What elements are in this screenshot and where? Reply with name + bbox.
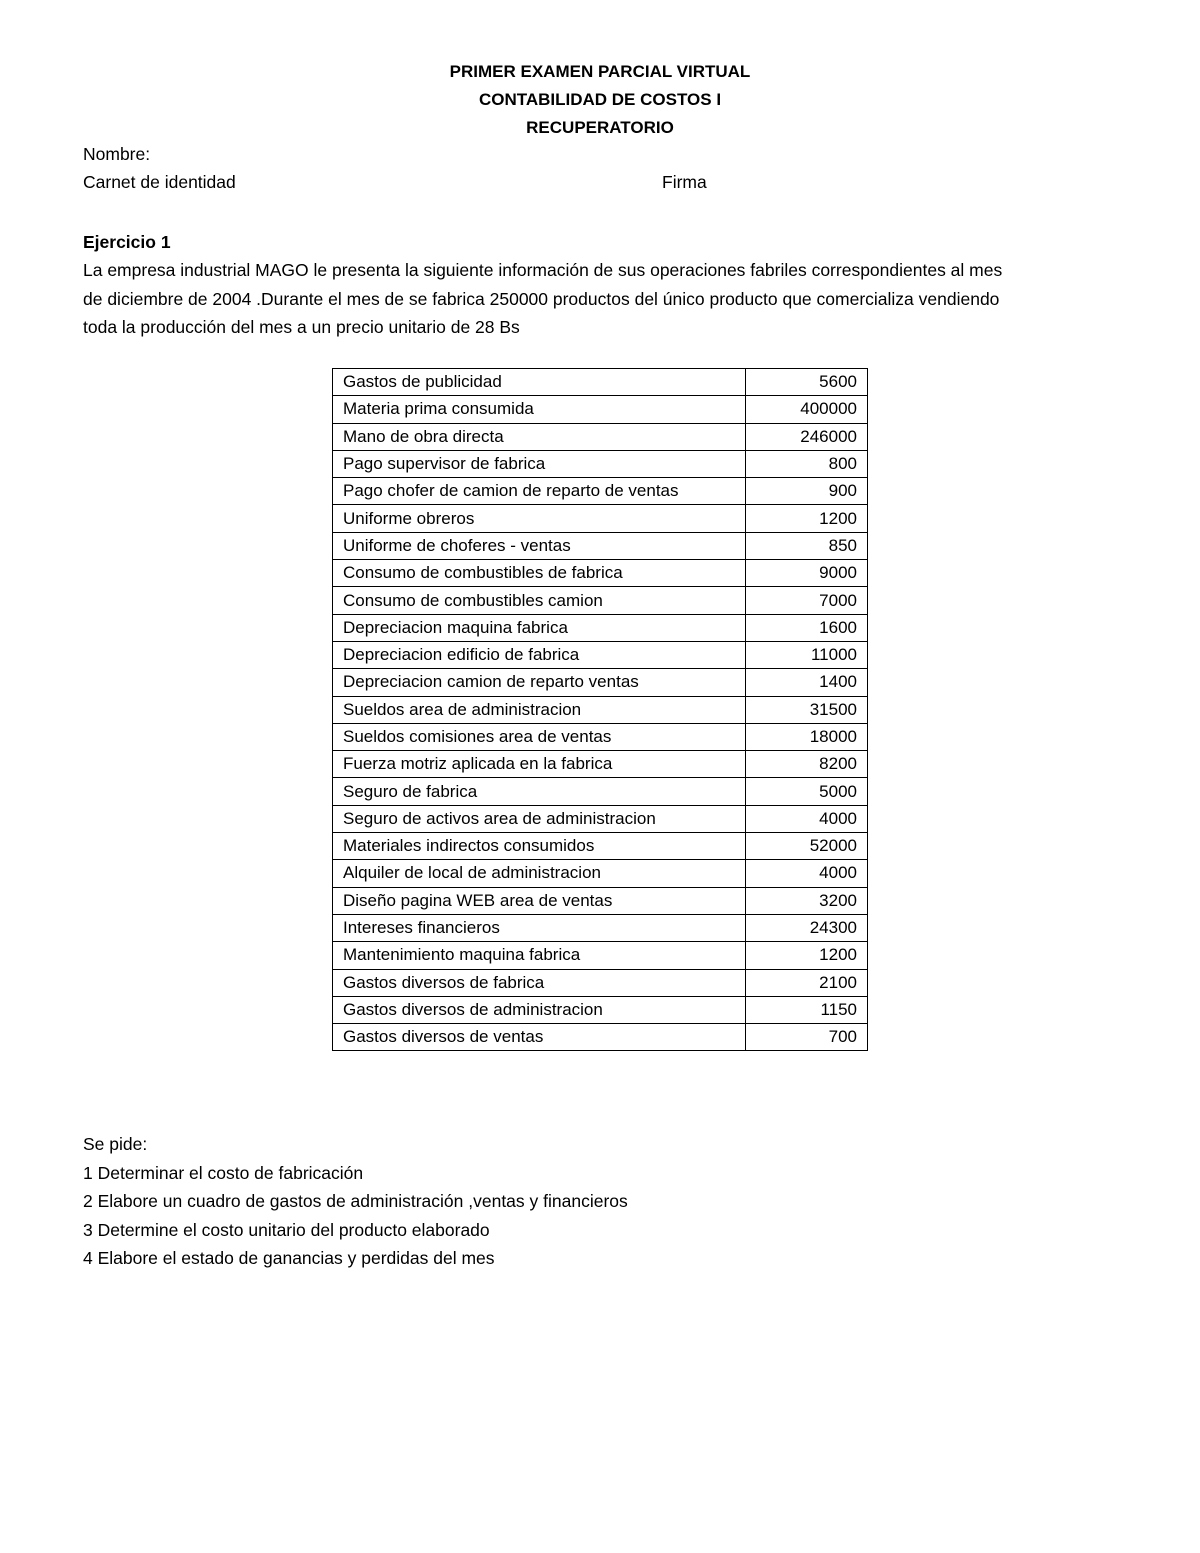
amount-cell: 18000: [746, 723, 868, 750]
concept-cell: Pago supervisor de fabrica: [333, 450, 746, 477]
table-row: [333, 751, 868, 778]
concept-cell: Fuerza motriz aplicada en la fabrica: [333, 751, 746, 778]
concept-cell: Consumo de combustibles de fabrica: [333, 560, 746, 587]
amount-cell: 246000: [746, 423, 868, 450]
description-line: toda la producción del mes a un precio unitario de 28 Bs: [83, 317, 520, 337]
table-row: [333, 833, 868, 860]
amount-cell: 1200: [746, 505, 868, 532]
concept-cell: Depreciacion camion de reparto ventas: [333, 669, 746, 696]
concept-cell: Seguro de activos area de administracion: [333, 805, 746, 832]
table-row: [333, 423, 868, 450]
course-title: CONTABILIDAD DE COSTOS I: [478, 90, 722, 109]
table-row: [333, 369, 868, 396]
concept-cell: Intereses financieros: [333, 914, 746, 941]
exercise-description: [83, 256, 1123, 342]
amount-cell: 2100: [746, 969, 868, 996]
table-row: [333, 805, 868, 832]
concept-cell: Consumo de combustibles camion: [333, 587, 746, 614]
amount-cell: 900: [746, 478, 868, 505]
amount-cell: 1400: [746, 669, 868, 696]
concept-cell: Mantenimiento maquina fabrica: [333, 942, 746, 969]
amount-cell: 1200: [746, 942, 868, 969]
requirements-section: [83, 1130, 628, 1273]
table-row: [333, 942, 868, 969]
cost-table-body: [333, 369, 868, 1051]
requirements-title: Se pide:: [83, 1134, 148, 1154]
exam-title: PRIMER EXAMEN PARCIAL VIRTUAL: [449, 62, 751, 81]
table-row: [333, 996, 868, 1023]
table-row: [333, 587, 868, 614]
requirement-item: 3 Determine el costo unitario del producto elaborado: [83, 1219, 490, 1240]
carnet-label: Carnet de identidad: [83, 172, 236, 192]
exercise-title: Ejercicio 1: [83, 232, 171, 252]
exam-type: RECUPERATORIO: [526, 118, 674, 137]
concept-cell: Gastos de publicidad: [333, 369, 746, 396]
concept-cell: Uniforme obreros: [333, 505, 746, 532]
table-row: [333, 450, 868, 477]
table-row: [333, 669, 868, 696]
table-row: [333, 478, 868, 505]
concept-cell: Sueldos comisiones area de ventas: [333, 723, 746, 750]
amount-cell: 24300: [746, 914, 868, 941]
table-row: [333, 887, 868, 914]
table-row: [333, 1024, 868, 1051]
table-row: [333, 914, 868, 941]
amount-cell: 7000: [746, 587, 868, 614]
exam-header: [0, 58, 1200, 142]
nombre-label: Nombre:: [83, 144, 151, 164]
description-line: de diciembre de 2004 .Durante el mes de se fabrica 250000 productos del único producto que comercializa vendiendo: [83, 288, 1000, 309]
table-row: [333, 969, 868, 996]
concept-cell: Gastos diversos de ventas: [333, 1024, 746, 1051]
amount-cell: 3200: [746, 887, 868, 914]
table-row: [333, 641, 868, 668]
amount-cell: 4000: [746, 860, 868, 887]
concept-cell: Materiales indirectos consumidos: [333, 833, 746, 860]
amount-cell: 5000: [746, 778, 868, 805]
concept-cell: Materia prima consumida: [333, 396, 746, 423]
amount-cell: 800: [746, 450, 868, 477]
table-row: [333, 778, 868, 805]
amount-cell: 8200: [746, 751, 868, 778]
requirement-item: 1 Determinar el costo de fabricación: [83, 1162, 364, 1183]
concept-cell: Sueldos area de administracion: [333, 696, 746, 723]
firma-label: Firma: [662, 172, 707, 192]
concept-cell: Gastos diversos de administracion: [333, 996, 746, 1023]
table-row: [333, 723, 868, 750]
amount-cell: 5600: [746, 369, 868, 396]
table-row: [333, 860, 868, 887]
amount-cell: 9000: [746, 560, 868, 587]
concept-cell: Depreciacion edificio de fabrica: [333, 641, 746, 668]
amount-cell: 11000: [746, 641, 868, 668]
concept-cell: Depreciacion maquina fabrica: [333, 614, 746, 641]
concept-cell: Gastos diversos de fabrica: [333, 969, 746, 996]
concept-cell: Uniforme de choferes - ventas: [333, 532, 746, 559]
concept-cell: Seguro de fabrica: [333, 778, 746, 805]
concept-cell: Mano de obra directa: [333, 423, 746, 450]
amount-cell: 1150: [746, 996, 868, 1023]
description-line: La empresa industrial MAGO le presenta la siguiente información de sus operaciones fabriles correspondientes al mes: [83, 260, 1003, 280]
table-row: [333, 505, 868, 532]
concept-cell: Alquiler de local de administracion: [333, 860, 746, 887]
concept-cell: Diseño pagina WEB area de ventas: [333, 887, 746, 914]
table-row: [333, 560, 868, 587]
amount-cell: 31500: [746, 696, 868, 723]
cost-table: [332, 368, 868, 1051]
amount-cell: 52000: [746, 833, 868, 860]
amount-cell: 850: [746, 532, 868, 559]
table-row: [333, 696, 868, 723]
table-row: [333, 532, 868, 559]
concept-cell: Pago chofer de camion de reparto de ventas: [333, 478, 746, 505]
amount-cell: 700: [746, 1024, 868, 1051]
amount-cell: 4000: [746, 805, 868, 832]
requirement-item: 2 Elabore un cuadro de gastos de administración ,ventas y financieros: [83, 1191, 628, 1211]
requirement-item: 4 Elabore el estado de ganancias y perdidas del mes: [83, 1248, 495, 1268]
amount-cell: 400000: [746, 396, 868, 423]
table-row: [333, 396, 868, 423]
table-row: [333, 614, 868, 641]
amount-cell: 1600: [746, 614, 868, 641]
